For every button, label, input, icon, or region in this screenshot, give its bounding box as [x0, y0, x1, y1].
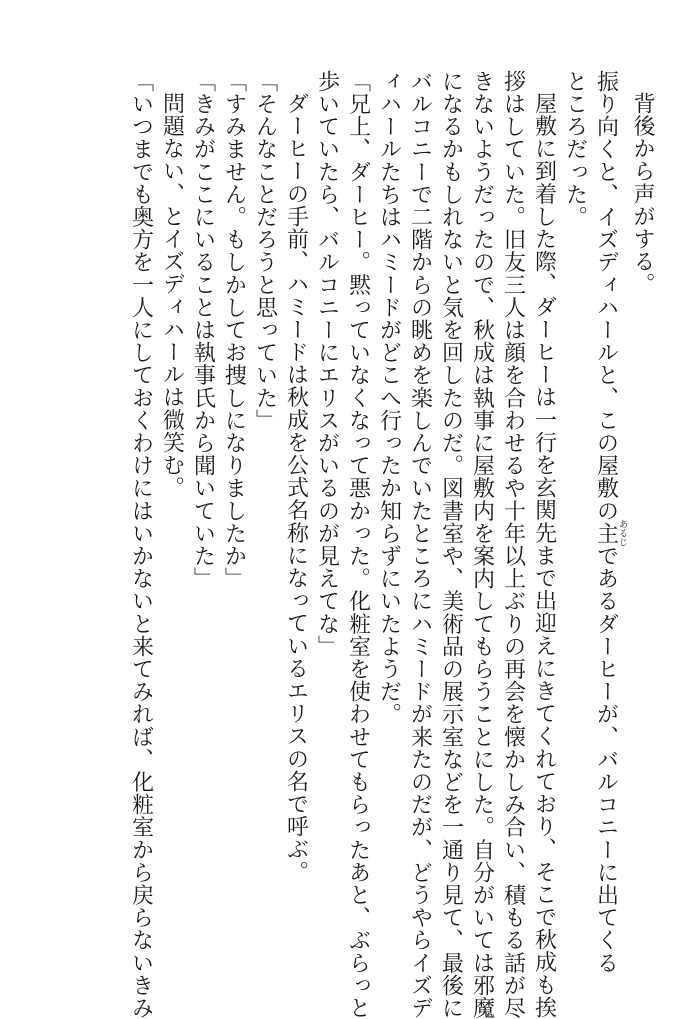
text-line-11: 歩いていたら、バルコニーにエリスがいるのが見えてな」 [314, 70, 340, 658]
text-line-9: ィハールたちはハミードがどこへ行ったか知らずにいたようだ。 [376, 70, 402, 726]
text-line-15: 「きみがここにいることは執事氏から聞いていた」 [190, 70, 216, 590]
text-line-10: 「兄上、ダーヒー。黙っていなくなって悪かった。化粧室を使わせてもらったあと、ぶらっと [345, 70, 371, 1019]
text-line-8: バルコニーで二階からの眺めを楽しんでいたところにハミードが来たのだが、どうやらイズデ [407, 70, 433, 1019]
ruby-base: 主 [593, 519, 619, 547]
ruby-reading: あるじ [617, 519, 627, 547]
text-line-5: 拶はしていた。旧友三人は顔を合わせるや十年以上ぶりの再会を懐かしみ合い、積もる話が尽 [500, 70, 526, 1019]
text-line-2-head: 振り向くと、イズディハールと、この屋敷の [593, 70, 619, 522]
text-line-7: になるかもしれないと気を回したのだ。図書室や、美術品の展示室などを一通り見て、最後に [438, 70, 464, 1019]
text-line-2 [591, 70, 628, 975]
text-line-6: きないようだったので、秋成は執事に屋敷内を案内してもらうことにした。自分がいては邪魔 [469, 70, 495, 1019]
ruby-word [593, 519, 627, 547]
text-line-12: ダーヒーの手前、ハミードは秋成を公式名称になっているエリスの名で呼ぶ。 [283, 92, 309, 883]
text-line-13: 「そんなことだろうと思っていた」 [252, 70, 278, 432]
text-line-3: ところだった。 [562, 70, 588, 229]
text-line-2-tail: であるダーヒーが、バルコニーに出てくる [593, 544, 619, 975]
text-line-16: 問題ない、とイズディハールは微笑む。 [159, 92, 185, 499]
vertical-text-block [126, 70, 659, 1019]
text-line-14: 「すみません。もしかしてお捜しになりましたか」 [221, 70, 247, 590]
text-line-1: 背後から声がする。 [630, 92, 655, 296]
text-line-4: 屋敷に到着した際、ダーヒーは一行を玄関先まで出迎えにきてくれており、そこで秋成も挨 [531, 92, 557, 1019]
text-line-17: 「いつまでも奥方を一人にしておくわけにはいかないと来てみれば、化粧室から戻らないきみ [128, 70, 154, 1019]
